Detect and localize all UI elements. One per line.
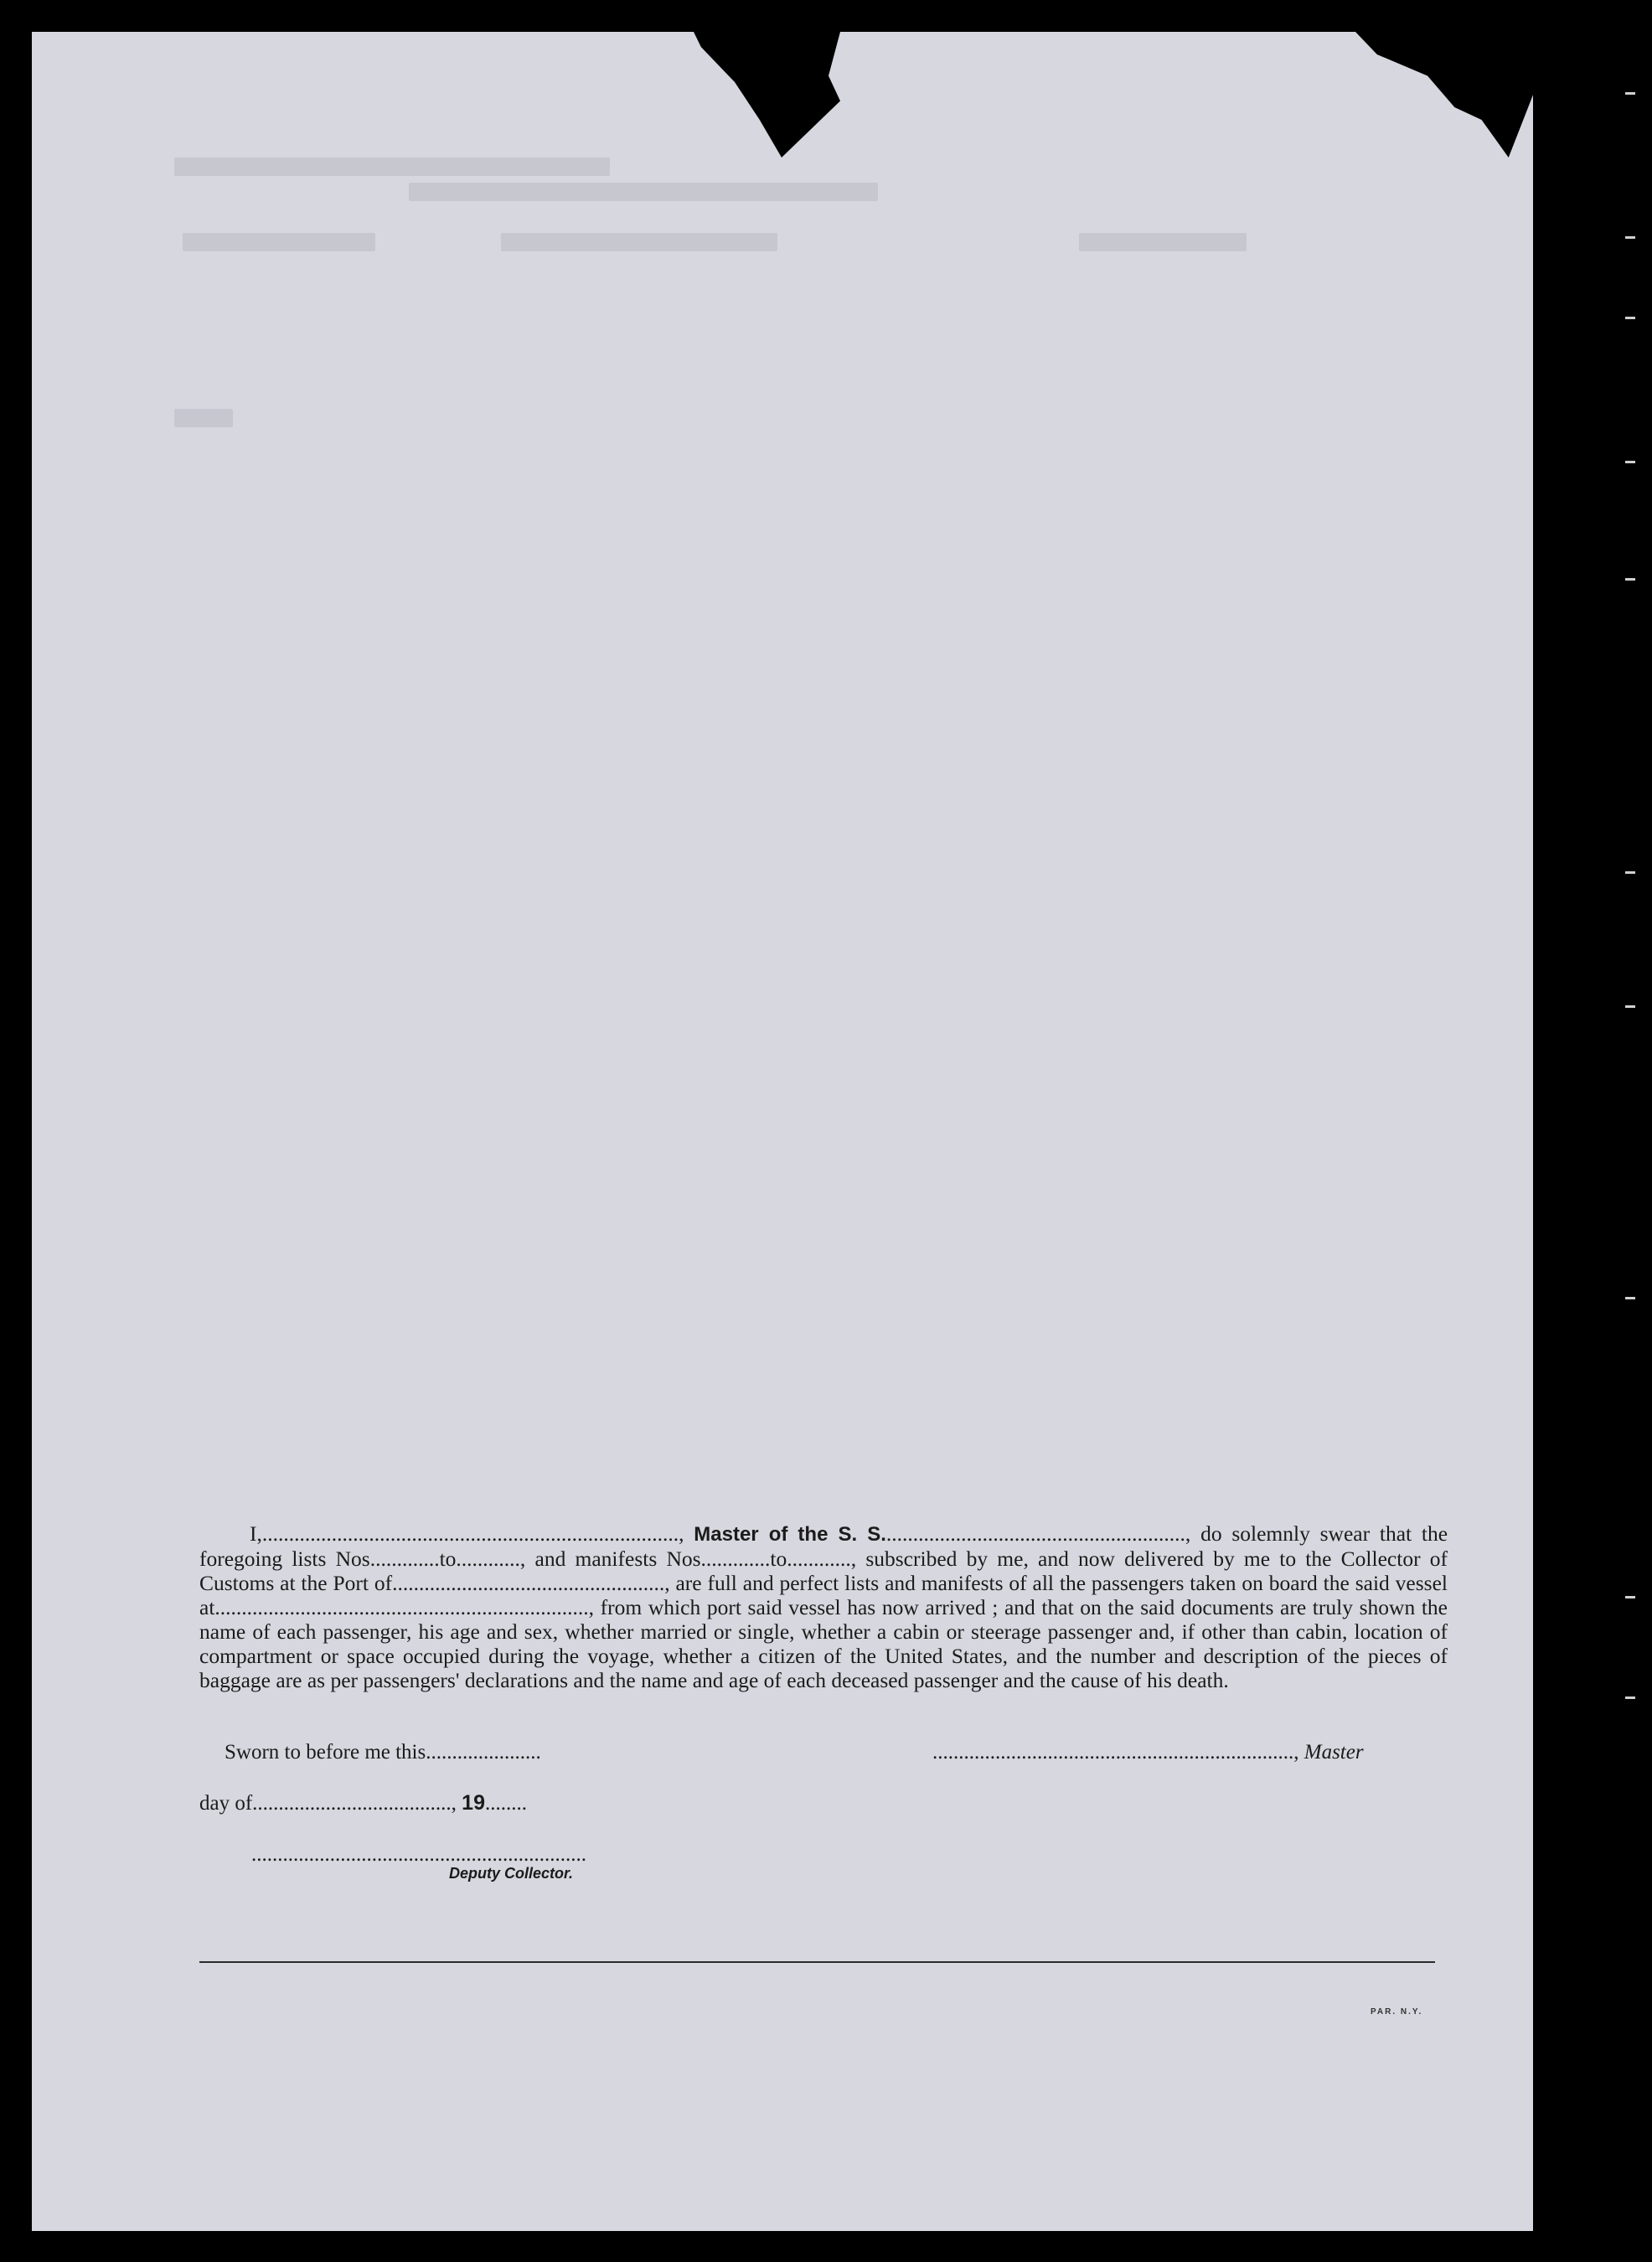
day-of-label: day of — [199, 1792, 253, 1815]
month-blank: ...................................... — [252, 1792, 452, 1815]
torn-corner-mark — [694, 32, 840, 158]
deputy-collector-label: Deputy Collector. — [449, 1865, 574, 1882]
film-edge-tick — [1625, 578, 1635, 581]
bleed-through-mark — [183, 233, 375, 251]
film-edge-tick — [1625, 1596, 1635, 1598]
master-signature-line — [932, 1741, 1364, 1764]
separator: , — [679, 1521, 694, 1546]
bleed-through-mark — [174, 409, 233, 427]
film-edge-tick — [1625, 871, 1635, 874]
oath-opening: I, — [250, 1521, 262, 1546]
separator: , — [1293, 1741, 1304, 1764]
bleed-through-mark — [1079, 233, 1247, 251]
bleed-through-mark — [501, 233, 777, 251]
film-edge-tick — [1625, 461, 1635, 463]
ship-name-blank: ........................................................ — [885, 1521, 1185, 1546]
deputy-signature-blank: ................................................................ — [251, 1843, 586, 1866]
printer-mark: PAR. N.Y. — [1371, 2007, 1423, 2017]
bleed-through-mark — [409, 183, 878, 201]
oath-body-text: swear that the foregoing lists Nos.............to............, and manifests Nos.............to............, subscribed by me, and now delivered by me to the Collector of Customs at the Port of..................................................., are full and perfect lists and manifests of all the passengers taken on board the said vessel at......................................................................, from which port said vessel has now arrived ; and that on the said documents are truly shown the name of each passenger, his age and sex, whether married or single, whether a cabin or steerage passenger and, if other than cabin, location of compartment or space occupied during the voyage, whether a citizen of the United States, and the number and description of the pieces of baggage are as per passengers' declarations and the name and age of each deceased passenger and the cause of his death. — [199, 1521, 1448, 1692]
film-edge-tick — [1625, 236, 1635, 239]
film-edge-tick — [1625, 317, 1635, 319]
year-prefix: 19 — [462, 1791, 485, 1815]
master-of-ss-label: Master of the S. S. — [694, 1523, 886, 1546]
sworn-date-blank: ...................... — [426, 1741, 541, 1764]
horizontal-rule — [199, 1961, 1435, 1963]
oath-paragraph — [199, 1521, 1448, 1692]
film-edge-tick — [1625, 1696, 1635, 1699]
torn-corner-mark — [1355, 32, 1536, 158]
film-edge-tick — [1625, 92, 1635, 95]
master-signature-blank: ..................................................................... — [932, 1741, 1294, 1764]
bleed-through-mark — [174, 158, 610, 176]
year-blank: ........ — [484, 1792, 527, 1815]
day-of-line — [199, 1791, 527, 1815]
film-edge-tick — [1625, 1297, 1635, 1299]
film-edge-tick — [1625, 1005, 1635, 1008]
name-blank: .............................................................................. — [261, 1521, 679, 1546]
document-page — [32, 32, 1533, 2231]
sworn-label: Sworn to before me this — [225, 1741, 426, 1764]
separator: , — [451, 1792, 462, 1815]
sworn-line — [225, 1741, 541, 1764]
master-label: Master — [1304, 1741, 1364, 1764]
solemnly-text: , do solemnly — [1185, 1521, 1310, 1546]
